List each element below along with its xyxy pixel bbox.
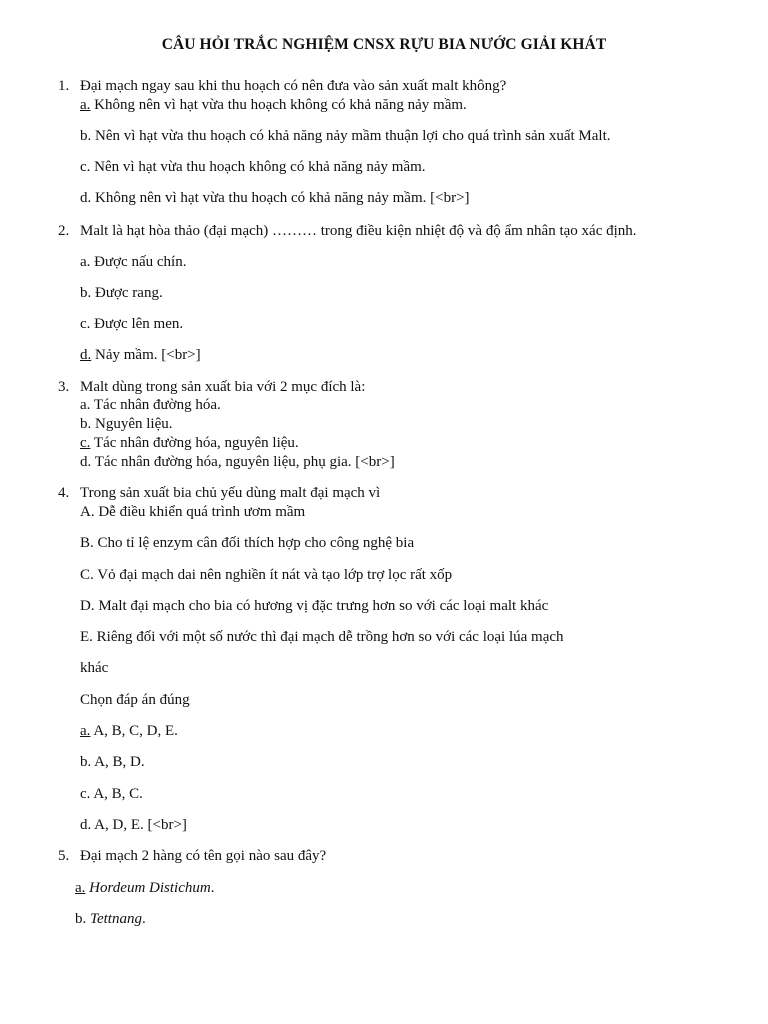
q4-option-d: d. A, D, E. [<br>] [80,817,187,833]
q4-prompt: Chọn đáp án đúng [80,692,190,708]
q5-option-b-end: . [141,911,146,927]
q1-number: 1. [58,78,70,94]
q4-option-a-text: A, B, C, D, E. [90,723,178,739]
page-title: CÂU HỎI TRẮC NGHIỆM CNSX RỰU BIA NƯỚC GIẢI KHÁT [161,36,607,53]
q2-option-d-mark: d. [80,347,92,363]
q1-question: Đại mạch ngay sau khi thu hoạch có nên đưa vào sản xuất malt không? [80,78,507,94]
q3-option-d: d. Tác nhân đường hóa, nguyên liệu, phụ gia. [<br>] [80,454,395,470]
q4-option-c: c. A, B, C. [80,786,143,802]
q2-option-b: b. Được rang. [80,285,163,301]
q2-option-d-text: Nảy mầm. [<br>] [91,347,201,363]
q5-option-a-end: . [210,880,215,896]
q2-option-d [80,346,201,364]
q4-question: Trong sản xuất bia chủ yếu dùng malt đại mạch vì [80,485,381,501]
q1-option-a [80,96,467,114]
q3-option-c [80,434,299,452]
q5-option-b-mark: b. [75,911,90,927]
q4-option-a-mark: a. [80,723,91,739]
q4-statement-d: D. Malt đại mạch cho bia có hương vị đặc trưng hơn so với các loại malt khác [80,598,549,614]
q3-number: 3. [58,379,70,395]
q1-option-d: d. Không nên vì hạt vừa thu hoạch có khả năng nảy mầm. [<br>] [80,190,470,206]
q3-option-c-text: Tác nhân đường hóa, nguyên liệu. [90,435,299,451]
q5-option-a-text: Hordeum Distichum [89,880,211,896]
q4-statement-e: E. Riêng đối với một số nước thì đại mạch dễ trồng hơn so với các loại lúa mạch [80,629,564,645]
q3-option-b: b. Nguyên liệu. [80,416,173,432]
q4-statement-a: A. Dễ điều khiển quá trình ươm mầm [80,504,306,520]
q4-option-a [80,722,178,740]
q5-option-b-text: Tettnang [90,911,142,927]
q1-option-a-text: Không nên vì hạt vừa thu hoạch không có khả năng nảy mầm. [90,97,467,113]
q2-option-a: a. Được nấu chín. [80,254,187,270]
q5-number: 5. [58,848,70,864]
q3-question: Malt dùng trong sản xuất bia với 2 mục đích là: [80,379,366,395]
q5-question: Đại mạch 2 hàng có tên gọi nào sau đây? [80,848,327,864]
q3-option-a: a. Tác nhân đường hóa. [80,397,221,413]
q5-option-b [75,910,146,928]
q5-option-a-mark: a. [75,880,86,896]
q1-option-c: c. Nên vì hạt vừa thu hoạch không có khả năng nảy mầm. [80,159,426,175]
q4-statement-c: C. Vỏ đại mạch dai nên nghiền ít nát và tạo lớp trợ lọc rất xốp [80,567,453,583]
q4-option-b: b. A, B, D. [80,754,145,770]
q1-option-a-mark: a. [80,97,91,113]
q4-statement-b: B. Cho tỉ lệ enzym cân đối thích hợp cho công nghệ bia [80,535,415,551]
q2-question: Malt là hạt hòa thảo (đại mạch) ……… trong điều kiện nhiệt độ và độ ẩm nhân tạo xác định. [80,223,637,239]
q1-option-b: b. Nên vì hạt vừa thu hoạch có khả năng nảy mầm thuận lợi cho quá trình sản xuất Malt. [80,128,611,144]
q2-option-c: c. Được lên men. [80,316,184,332]
q4-number: 4. [58,485,70,501]
q3-option-c-mark: c. [80,435,91,451]
q2-number: 2. [58,223,70,239]
q5-option-a [75,879,214,897]
q4-statement-e-continued: khác [80,660,109,676]
